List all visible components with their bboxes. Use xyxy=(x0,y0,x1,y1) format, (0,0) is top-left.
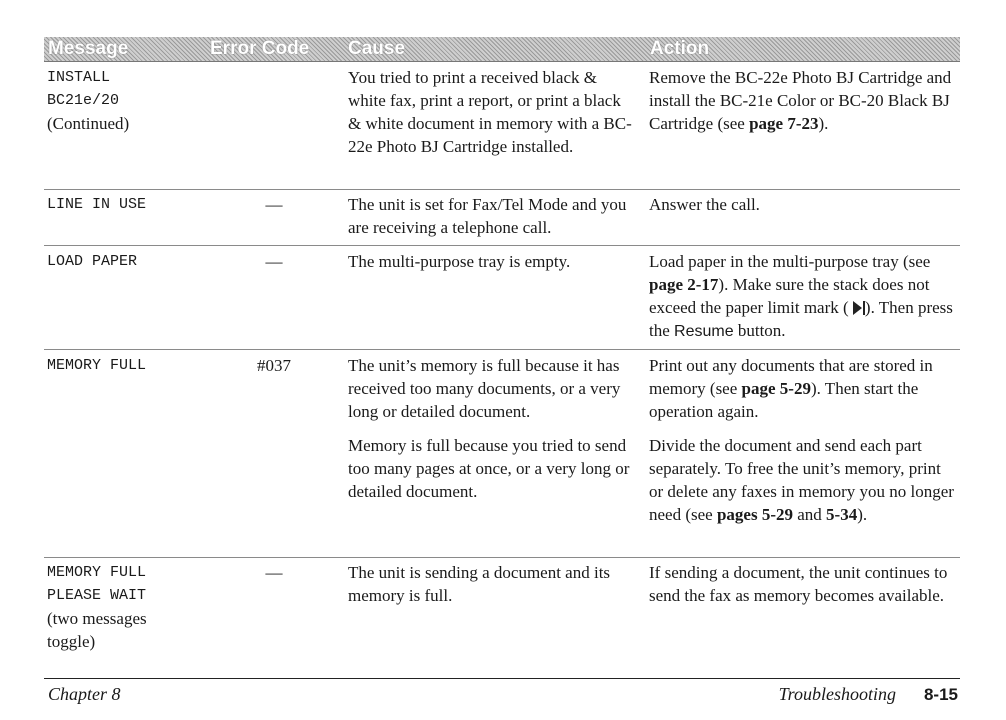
header-error-code: Error Code xyxy=(210,38,310,59)
action-cell: Remove the BC-22e Photo BJ Cartridge and install the BC-21e Color or BC-20 Black BJ Cartridge (see page 7-23). xyxy=(649,68,952,133)
table-row xyxy=(44,193,960,246)
table-header xyxy=(44,37,960,62)
message-code: MEMORY FULL xyxy=(47,564,147,581)
cause-cell: The unit is set for Fax/Tel Mode and you are receiving a telephone call. xyxy=(348,195,627,237)
message-code: INSTALL xyxy=(47,69,111,86)
message-cell xyxy=(47,193,237,216)
table-row xyxy=(44,250,960,350)
error-code-cell: — xyxy=(265,195,283,214)
footer-right xyxy=(779,682,958,707)
page-number: 8-15 xyxy=(923,685,958,704)
message-code: MEMORY FULL xyxy=(47,357,147,374)
message-cell xyxy=(47,66,237,135)
message-note: (two messages toggle) xyxy=(47,609,147,651)
error-code-cell: — xyxy=(265,563,283,582)
message-cell xyxy=(47,561,167,653)
message-cell xyxy=(47,250,237,273)
action-cell-secondary: Divide the document and send each part separately. To free the unit’s memory, print or delete any faxes in memory you no longer need (see pages 5-29 and 5-34). xyxy=(649,436,954,524)
table-row xyxy=(44,66,960,190)
header-action: Action xyxy=(650,38,710,59)
cause-cell: The unit is sending a document and its memory is full. xyxy=(348,563,611,605)
error-code-cell: — xyxy=(265,252,283,271)
action-cell: Load paper in the multi-purpose tray (see page 2-17). Make sure the stack does not exceed the paper limit mark ( ). Then press the Resume button. xyxy=(649,252,953,340)
cause-cell: The unit’s memory is full because it has received too many documents, or a very long or detailed document. xyxy=(348,356,621,421)
table-row xyxy=(44,354,960,558)
message-note: (Continued) xyxy=(47,114,130,133)
message-code: LINE IN USE xyxy=(47,196,147,213)
footer-section-title: Troubleshooting xyxy=(778,684,896,704)
action-cell: Answer the call. xyxy=(649,195,760,214)
resume-button-label: Resume xyxy=(674,323,734,340)
paper-limit-mark-icon xyxy=(853,301,862,315)
cause-cell-secondary: Memory is full because you tried to send too many pages at once, or a very long or detailed document. xyxy=(348,436,630,501)
error-code-cell: #037 xyxy=(257,356,291,375)
page-reference: pages 5-29 xyxy=(716,505,793,524)
table-row xyxy=(44,561,960,661)
page-reference: 5-34 xyxy=(826,505,858,524)
page-reference: page 2-17 xyxy=(649,275,719,294)
message-code: BC21e/20 xyxy=(47,92,120,109)
header-cause: Cause xyxy=(348,38,406,59)
action-cell: If sending a document, the unit continues to send the fax as memory becomes available. xyxy=(649,563,948,605)
message-cell xyxy=(47,354,237,377)
cause-cell: You tried to print a received black & white fax, print a report, or print a black & white document in memory with a BC-22e Photo BJ Cartridge installed. xyxy=(348,68,632,156)
action-cell: Print out any documents that are stored in memory (see page 5-29). Then start the operation again. xyxy=(649,356,933,421)
message-code: LOAD PAPER xyxy=(47,253,138,270)
footer-chapter: Chapter 8 xyxy=(48,684,121,704)
page-reference: page 7-23 xyxy=(749,114,819,133)
page-reference: page 5-29 xyxy=(741,379,811,398)
message-code: PLEASE WAIT xyxy=(47,587,147,604)
footer-divider xyxy=(44,678,960,679)
header-message: Message xyxy=(48,38,129,59)
cause-cell: The multi-purpose tray is empty. xyxy=(348,252,571,271)
